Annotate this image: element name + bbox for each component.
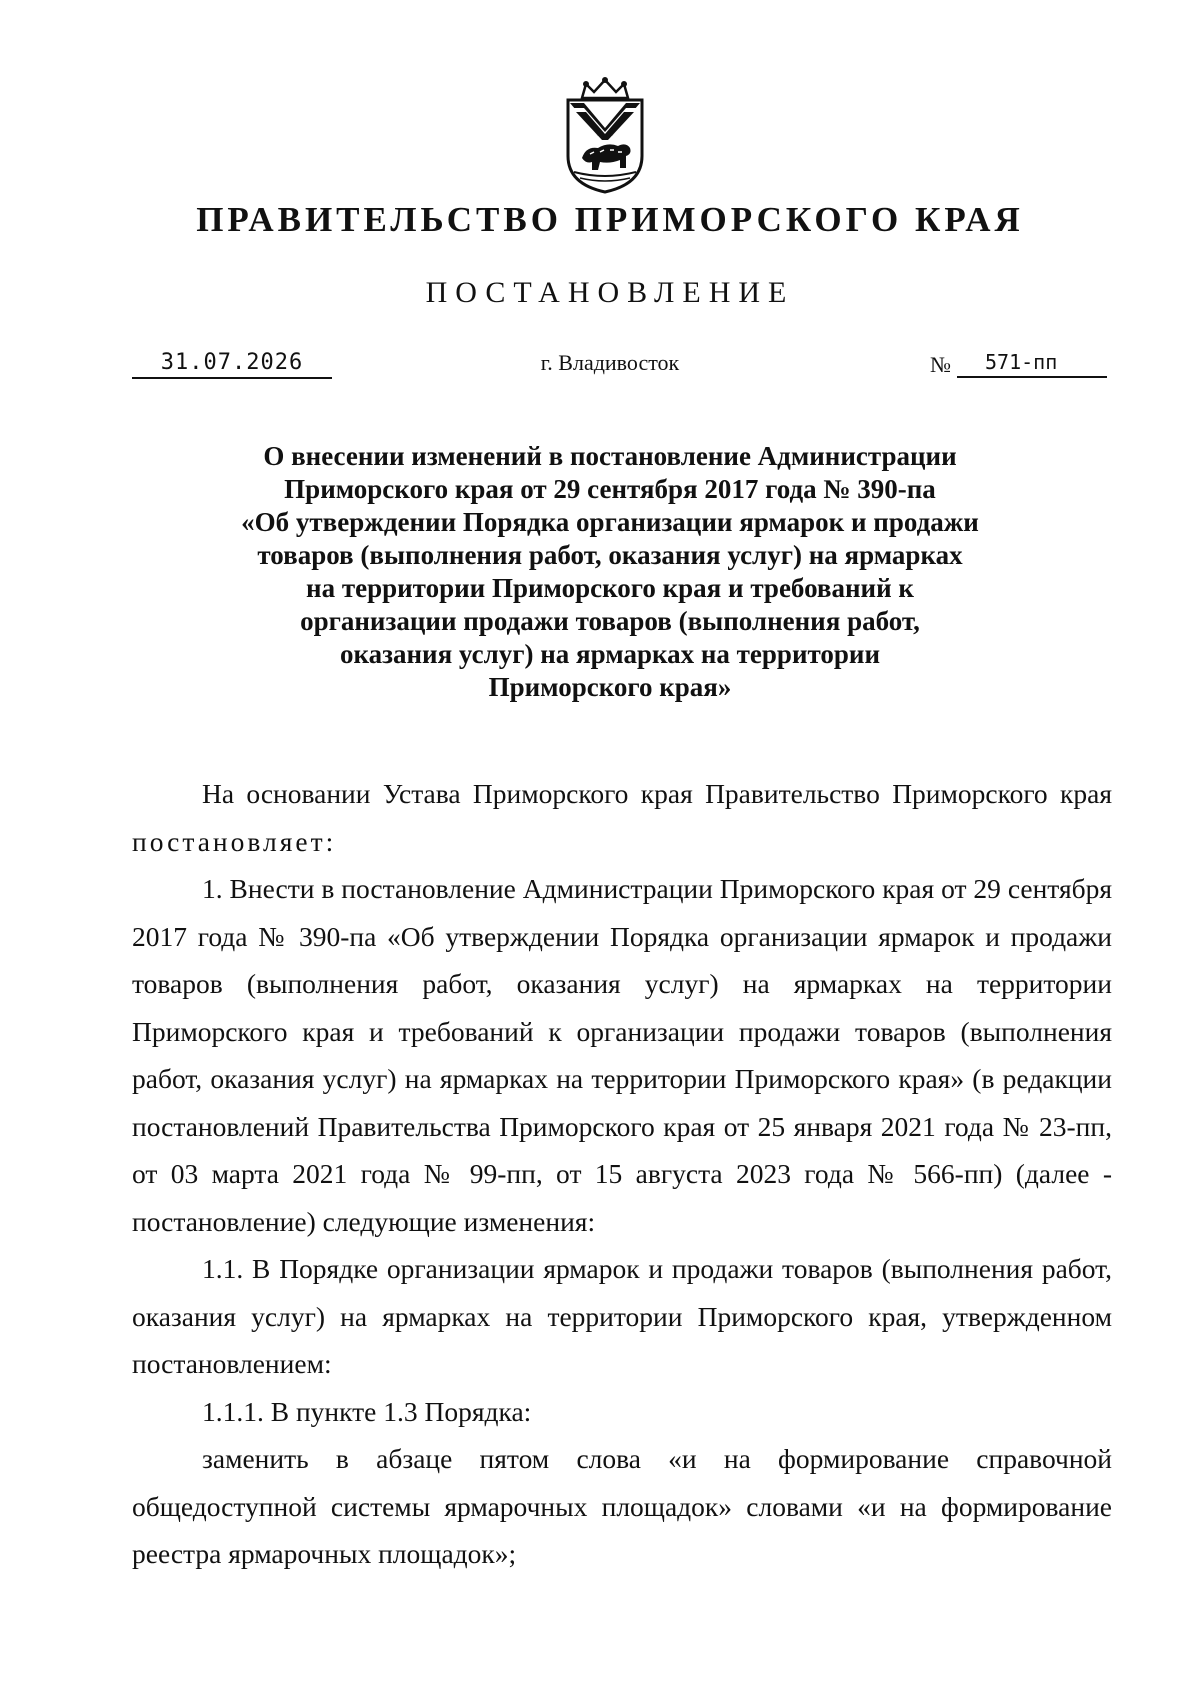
subject-line: товаров (выполнения работ, оказания услуг) на ярмарках: [257, 540, 963, 570]
document-date: 31.07.2026: [132, 350, 332, 379]
subject-line: Приморского края»: [488, 672, 732, 702]
document-number: [930, 350, 1107, 378]
subject-line: на территории Приморского края и требований к: [306, 573, 914, 603]
document-type-heading: ПОСТАНОВЛЕНИЕ: [425, 276, 795, 309]
preamble-text: На основании Устава Приморского края Правительство Приморского края: [202, 778, 1112, 809]
preamble-resolves: постановляет:: [132, 825, 337, 857]
subject-line: организации продажи товаров (выполнения работ,: [300, 606, 920, 636]
paragraph-item-1: 1. Внести в постановление Администрации Приморского края от 29 сентября 2017 года № 390-па «Об утверждении Порядка организации ярмарок и продажи товаров (выполнения работ, оказания услуг) на ярмарках на территории Приморского края и требований к организации продажи товаров (выполнения работ, оказания услуг) на ярмарках на территории Приморского края» (в редакции постановлений Правительства Приморского края от 25 января 2021 года № 23-пп, от 03 марта 2021 года № 99-пп, от 15 августа 2023 года № 566-пп) (далее - постановление) следующие изменения:: [132, 873, 1112, 1237]
subject-line: оказания услуг) на ярмарках на территории: [339, 639, 881, 669]
number-value: 571-пп: [957, 350, 1107, 378]
preamble-paragraph: [132, 770, 1112, 865]
document-body: [132, 770, 1112, 1578]
document-city: г. Владивосток: [540, 350, 680, 375]
paragraph-replace-clause: заменить в абзаце пятом слова «и на формирование справочной общедоступной системы ярмарочных площадок» словами «и на формирование реестра ярмарочных площадок»;: [132, 1443, 1112, 1569]
subject-line: «Об утверждении Порядка организации ярмарок и продажи: [241, 507, 979, 537]
document-subject: [180, 440, 1040, 704]
subject-line: О внесении изменений в постановление Администрации: [263, 441, 957, 471]
number-sign: №: [930, 352, 951, 377]
paragraph-item-1-1-1: 1.1.1. В пункте 1.3 Порядка:: [202, 1395, 532, 1427]
coat-of-arms-emblem: [560, 76, 650, 196]
subject-line: Приморского края от 29 сентября 2017 года № 390-па: [284, 474, 936, 504]
government-title: ПРАВИТЕЛЬСТВО ПРИМОРСКОГО КРАЯ: [196, 200, 1024, 239]
paragraph-item-1-1: 1.1. В Порядке организации ярмарок и продажи товаров (выполнения работ, оказания услуг) на ярмарках на территории Приморского края, утвержденном постановлением:: [132, 1253, 1112, 1379]
